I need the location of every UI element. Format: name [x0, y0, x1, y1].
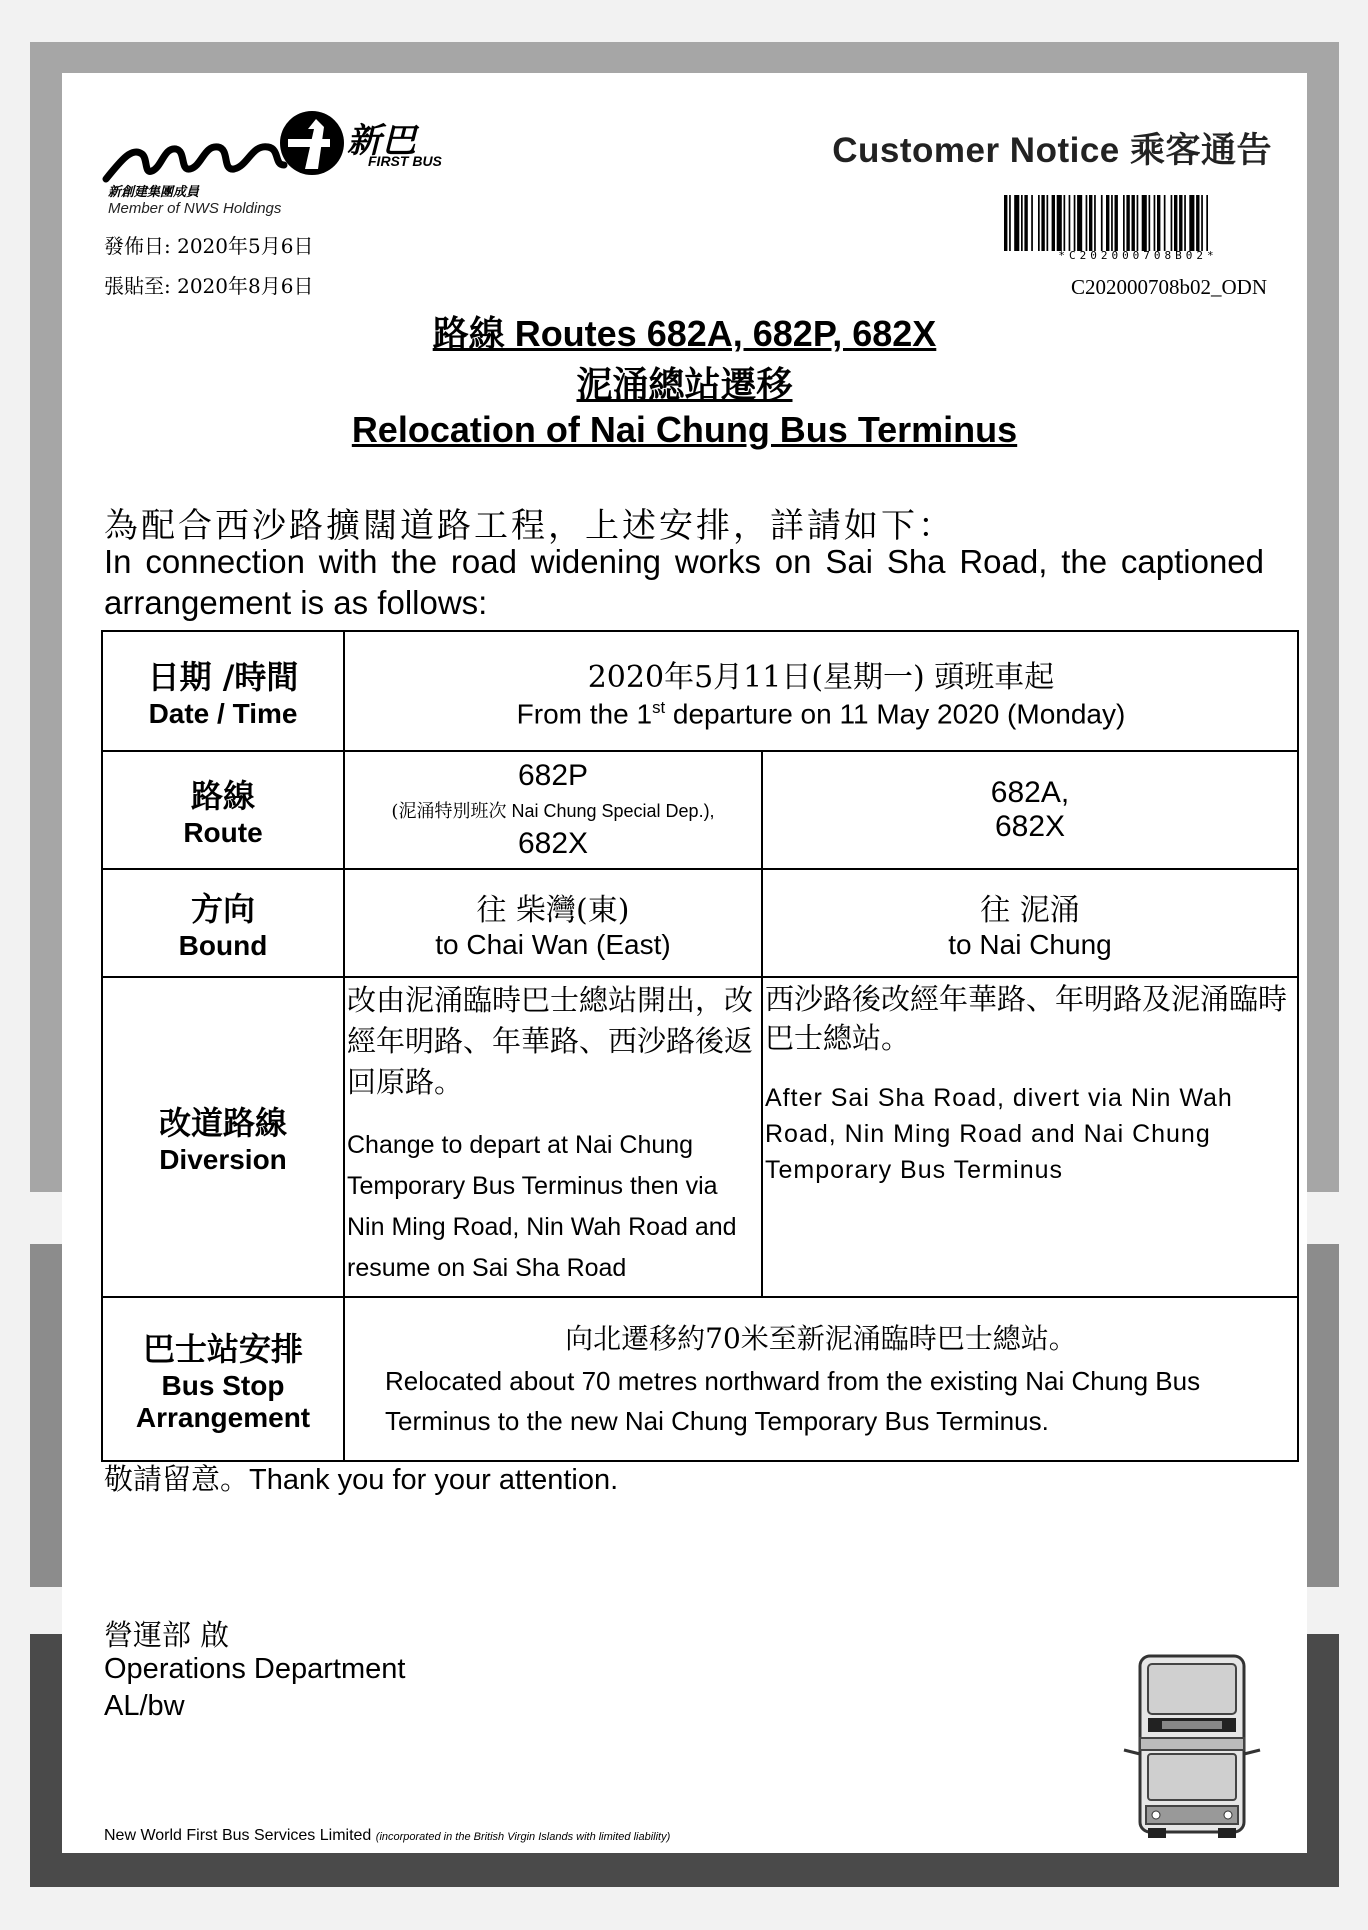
date-value-en: From the 1st departure on 11 May 2020 (Monday): [516, 697, 1126, 730]
member-chinese: 新創建集團成員: [108, 185, 200, 200]
arrangement-table: [101, 630, 1299, 1462]
reference-code: AL/bw: [104, 1690, 185, 1722]
diversion-left-en: Change to depart at Nai Chung Temporary Bus Terminus then via Nin Ming Road, Nin Wah Road and resume on Sai Sha Road: [347, 1131, 737, 1282]
diversion-label-cn: 改道路線: [158, 1104, 287, 1142]
department-chinese: 營運部 啟: [104, 1618, 230, 1652]
route-special-note: (泥涌特別班次 Nai Chung Special Dep.),: [391, 801, 715, 822]
logo-english-text: FIRST BUS: [368, 153, 442, 169]
bus-stop-label-en-2: Arrangement: [135, 1402, 311, 1433]
bound-left-cell: [344, 869, 762, 977]
intro-english: In connection with the road widening works on Sai Sha Road, the captioned arrangement is as follows:: [104, 543, 1264, 621]
bound-label-en: Bound: [178, 930, 268, 961]
notice-title: Customer Notice 乘客通告: [832, 131, 1272, 170]
route-label-en: Route: [183, 817, 263, 848]
barcode-text: *C202000708B02*: [1058, 249, 1218, 262]
route-left-cell: [344, 751, 762, 869]
barcode-icon: [1004, 195, 1272, 251]
diversion-left-cn: 改由泥涌臨時巴士總站開出，改經年明路、年華路、西沙路後返回原路。: [347, 983, 754, 1099]
bus-stop-label-en-1: Bus Stop: [161, 1370, 285, 1401]
bus-stop-header-cell: [102, 1297, 344, 1461]
issue-date: 發佈日: 2020年5月6日: [104, 234, 314, 258]
bus-stop-value-en: Relocated about 70 metres northward from the existing Nai Chung Bus Terminus to the new Nai Chung Temporary Bus Terminus.: [385, 1366, 1201, 1436]
bus-stop-value-cn: 向北遷移約70米至新泥涌臨時巴士總站。: [565, 1322, 1077, 1355]
table-row-bus-stop: [102, 1297, 1298, 1461]
route-label-cn: 路線: [190, 777, 255, 815]
routes-heading: 路線 Routes 682A, 682P, 682X: [432, 313, 937, 354]
table-row-route: [102, 751, 1298, 869]
date-label-cn: 日期 /時間: [147, 658, 299, 696]
notice-paper: [62, 73, 1307, 1853]
date-value-cn: 2020年5月11日(星期一) 頭班車起: [587, 659, 1055, 695]
route-right-cell: [762, 751, 1298, 869]
diversion-label-en: Diversion: [159, 1144, 287, 1175]
document-code: C202000708b02_ODN: [1070, 275, 1267, 299]
route-682x-right: 682X: [994, 810, 1066, 843]
date-header-cell: [102, 631, 344, 751]
bus-stop-value-cell: [344, 1297, 1298, 1461]
bound-nai-chung-en: to Nai Chung: [948, 929, 1112, 960]
intro-chinese: 為配合西沙路擴闊道路工程，上述安排，詳請如下：: [104, 506, 955, 546]
thanks-text: 敬請留意。Thank you for your attention.: [104, 1464, 619, 1496]
first-bus-logo-icon: [102, 99, 352, 189]
diversion-right-cn: 西沙路後改經年華路、年明路及泥涌臨時巴士總站。: [765, 982, 1288, 1055]
diversion-left-cell: [344, 977, 762, 1297]
bound-label-cn: 方向: [190, 890, 255, 928]
bound-chai-wan-cn: 往 柴灣(東): [476, 893, 630, 928]
footer-company: New World First Bus Services Limited (incorporated in the British Virgin Islands with limited liability): [104, 1827, 671, 1844]
bound-chai-wan-en: to Chai Wan (East): [435, 929, 671, 960]
date-label-en: Date / Time: [148, 698, 298, 729]
route-682x-left: 682X: [517, 827, 589, 860]
table-row-date: [102, 631, 1298, 751]
terminus-relocation-heading-en: Relocation of Nai Chung Bus Terminus: [351, 409, 1018, 450]
diversion-header-cell: [102, 977, 344, 1297]
post-until-date: 張貼至: 2020年8月6日: [104, 274, 314, 298]
bound-nai-chung-cn: 往 泥涌: [980, 893, 1080, 928]
bound-right-cell: [762, 869, 1298, 977]
logo-chinese-text: 新巴: [347, 122, 417, 160]
table-row-diversion: [102, 977, 1298, 1297]
department-english: Operations Department: [104, 1653, 406, 1685]
route-header-cell: [102, 751, 344, 869]
diversion-right-en: After Sai Sha Road, divert via Nin Wah Road, Nin Ming Road and Nai Chung Temporary Bus Terminus: [765, 1084, 1233, 1184]
terminus-relocation-heading-cn: 泥涌總站遷移: [576, 365, 793, 406]
double-decker-bus-icon: [1122, 1650, 1262, 1840]
date-value-cell: [344, 631, 1298, 751]
route-682a: 682A,: [990, 776, 1070, 809]
route-682p: 682P: [517, 759, 589, 792]
bound-header-cell: [102, 869, 344, 977]
bus-stop-label-cn: 巴士站安排: [142, 1330, 303, 1368]
member-english: Member of NWS Holdings: [108, 200, 282, 217]
table-row-bound: [102, 869, 1298, 977]
diversion-right-cell: [762, 977, 1298, 1297]
